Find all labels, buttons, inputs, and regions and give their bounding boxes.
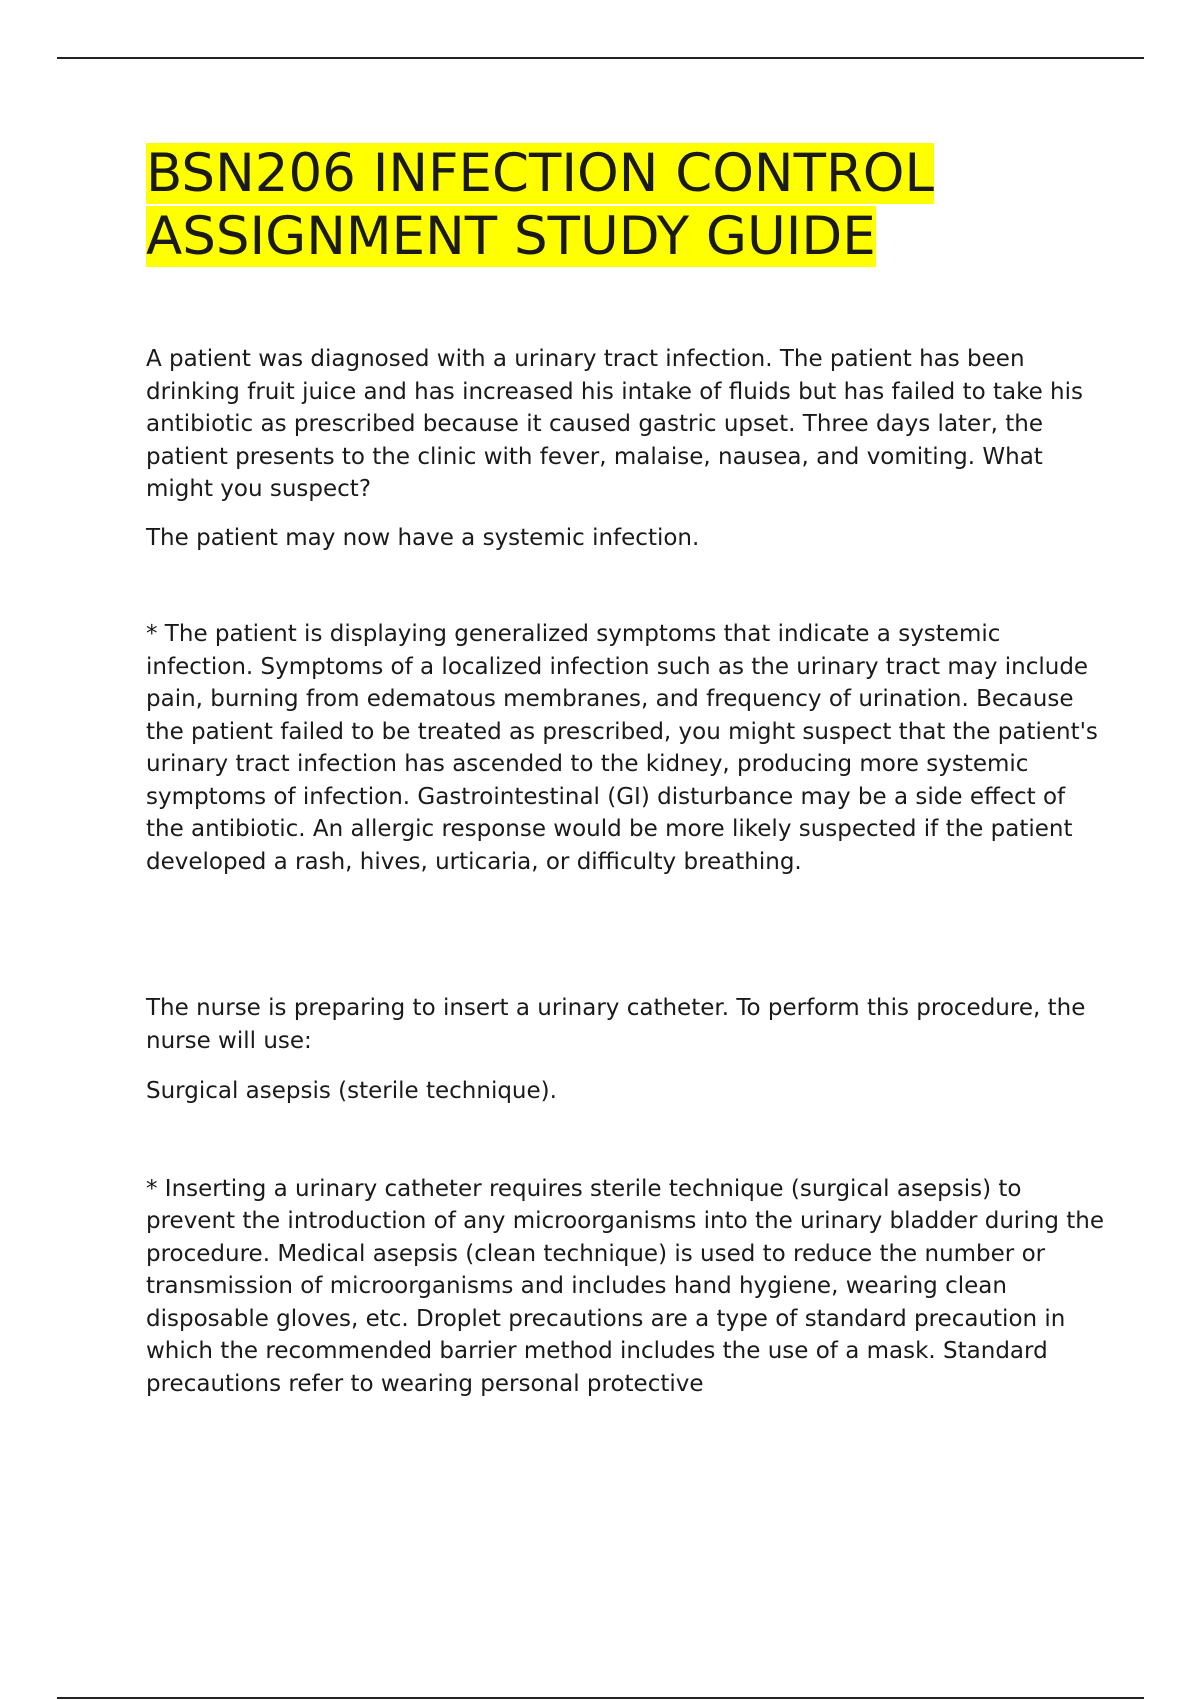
document-title	[146, 142, 1106, 268]
bottom-rule	[57, 1697, 1144, 1699]
question-1: A patient was diagnosed with a urinary tract infection. The patient has been drinking fruit juice and has increased his intake of fluids but has failed to take his antibiotic as prescribed because it caused gastric upset. Three days later, the patient presents to the clinic with fever, malaise, nausea, and vomiting. What might you suspect?	[146, 346, 1083, 502]
top-rule	[57, 57, 1144, 59]
title-highlight: BSN206 INFECTION CONTROL ASSIGNMENT STUDY GUIDE	[146, 143, 935, 267]
question-2: The nurse is preparing to insert a urinary catheter. To perform this procedure, the nurse will use:	[146, 995, 1086, 1054]
answer-2: Surgical asepsis (sterile technique).	[146, 1078, 557, 1104]
explanation-2: * Inserting a urinary catheter requires sterile technique (surgical asepsis) to prevent the introduction of any microorganisms into the urinary bladder during the procedure. Medical asepsis (clean technique) is used to reduce the number or transmission of microorganisms and includes hand hygiene, wearing clean disposable gloves, etc. Droplet precautions are a type of standard precaution in which the recommended barrier method includes the use of a mask. Standard precautions refer to wearing personal protective	[146, 1175, 1104, 1397]
explanation-1: * The patient is displaying generalized symptoms that indicate a systemic infection. Symptoms of a localized infection such as the urinary tract may include pain, burning from edematous membranes, and frequency of urination. Because the patient failed to be treated as prescribed, you might suspect that the patient's urinary tract infection has ascended to the kidney, producing more systemic symptoms of infection. Gastrointestinal (GI) disturbance may be a side effect of the antibiotic. An allergic response would be more likely suspected if the patient developed a rash, hives, urticaria, or difficulty breathing.	[146, 621, 1098, 875]
answer-1: The patient may now have a systemic infection.	[146, 524, 700, 551]
document-body	[146, 142, 1106, 1400]
